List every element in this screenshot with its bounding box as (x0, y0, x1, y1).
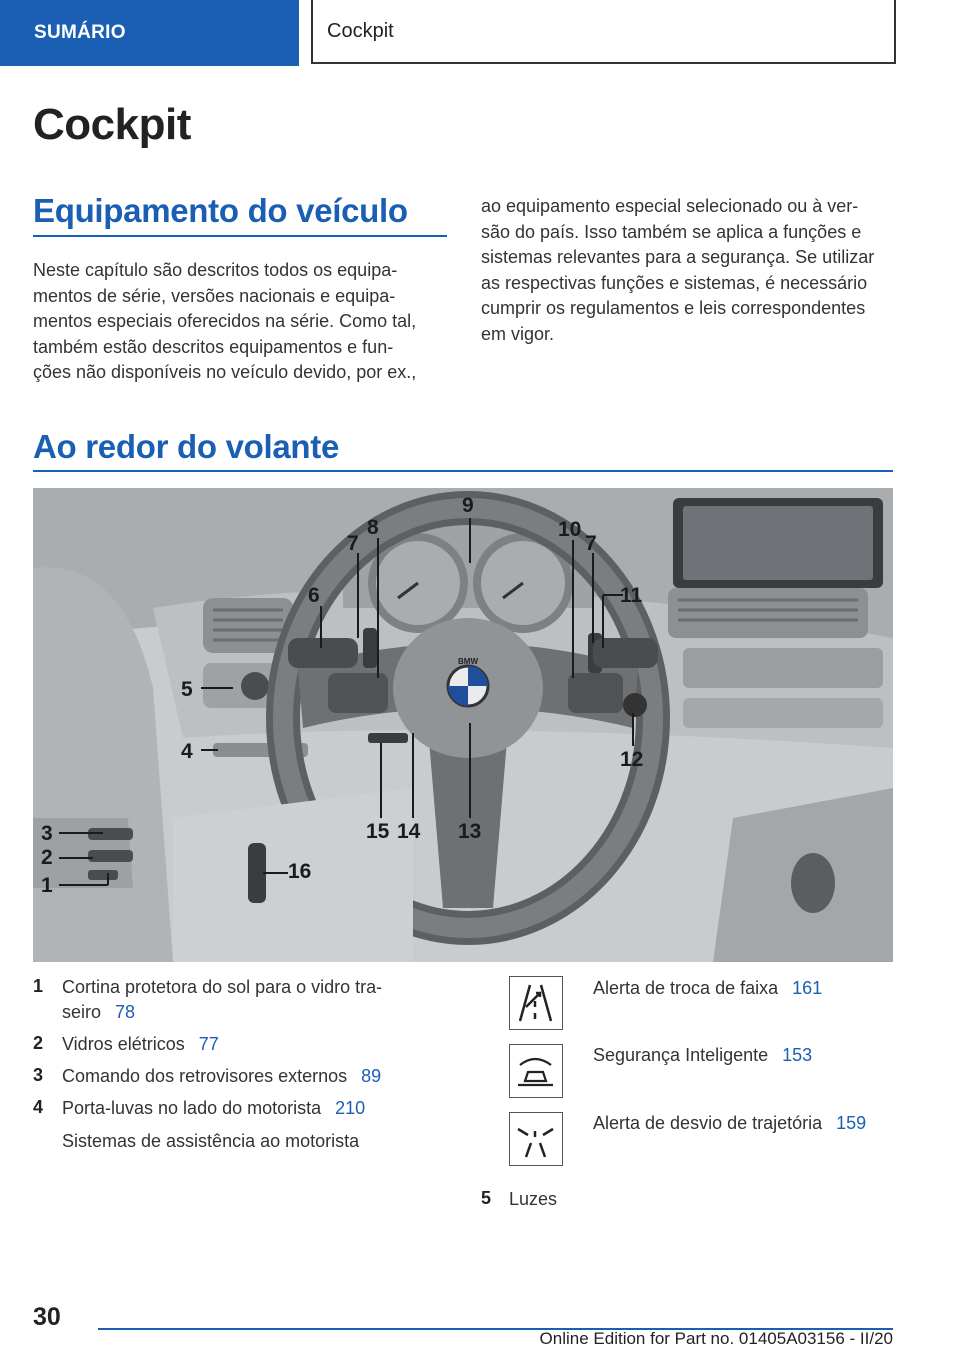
legend-subheading: Sistemas de assistência ao motorista (62, 1131, 360, 1151)
callout-15: 15 (366, 820, 390, 843)
callout-14: 14 (397, 820, 421, 843)
callout-10: 10 (558, 518, 582, 541)
callout-4: 4 (181, 740, 193, 763)
section-rule (33, 235, 447, 237)
legend-number: 5 (481, 1188, 492, 1208)
active-protection-icon (509, 1044, 563, 1098)
lane-departure-warning-icon (509, 1112, 563, 1166)
page-link[interactable]: 153 (782, 1045, 813, 1065)
callout-3: 3 (41, 822, 53, 845)
callout-2: 2 (41, 846, 53, 869)
legend-number: 3 (33, 1065, 44, 1085)
legend-number: 2 (33, 1033, 44, 1053)
callout-12: 12 (620, 748, 644, 771)
page-link[interactable]: 161 (792, 978, 823, 998)
lane-change-warning-icon (509, 976, 563, 1030)
legend-number: 1 (33, 976, 44, 996)
section-heading-steering: Ao redor do volante (33, 428, 339, 465)
bmw-badge-text: BMW (458, 657, 478, 666)
section-rule (33, 470, 893, 472)
page-number: 30 (33, 1303, 61, 1331)
legend-item: Porta-luvas no lado do motorista 210 (62, 1098, 366, 1118)
tab-section-cockpit[interactable]: Cockpit (311, 0, 896, 64)
page-link[interactable]: 89 (361, 1066, 382, 1086)
top-navigation (0, 0, 960, 66)
footer-edition-text: Online Edition for Part no. 01405A03156 - II/20 (539, 1329, 893, 1348)
legend-item: Alerta de desvio de trajetória 159 (593, 1113, 867, 1133)
page-link[interactable]: 78 (115, 1002, 136, 1022)
legend-item: Segurança Inteligente 153 (593, 1045, 813, 1065)
callout-6: 6 (308, 584, 320, 607)
page-link[interactable]: 77 (198, 1034, 219, 1054)
legend-item: Comando dos retrovisores externos 89 (62, 1066, 382, 1086)
cockpit-illustration (33, 488, 893, 962)
legend-item: Vidros elétricos 77 (62, 1034, 219, 1054)
intro-paragraph-col1: Neste capítulo são descritos todos os equipa- mentos de série, versões nacionais e equipa- mentos especiais oferecidos na série. Como tal, também estão descritos equipamentos e fun- ções não disponíveis no veículo devido, por ex., (33, 260, 417, 382)
legend-item: Cortina protetora do sol para o vidro tra- seiro 78 (62, 977, 383, 1022)
callout-9: 9 (462, 494, 474, 517)
page-link[interactable]: 159 (836, 1113, 867, 1133)
legend-item: Luzes (509, 1189, 558, 1209)
callout-1: 1 (41, 874, 53, 897)
callout-5: 5 (181, 678, 193, 701)
section-heading-equipment: Equipamento do veículo (33, 192, 408, 229)
callout-13: 13 (458, 820, 482, 843)
callout-11: 11 (620, 584, 643, 607)
intro-paragraph-col2: ao equipamento especial selecionado ou à ver- são do país. Isso também se aplica a funções e sistemas relevantes para a segurança. Se utilizar as respectivas funções e sistemas, é necessário cumprir os regulamentos e leis correspondentes em vigor. (481, 196, 875, 344)
page-title: Cockpit (33, 100, 191, 149)
callout-7-left: 7 (347, 532, 359, 555)
legend-number: 4 (33, 1097, 44, 1117)
callout-16: 16 (288, 860, 312, 883)
callout-8: 8 (367, 516, 379, 539)
tab-summary[interactable]: SUMÁRIO (0, 0, 299, 66)
page-link[interactable]: 210 (335, 1098, 366, 1118)
legend-item: Alerta de troca de faixa 161 (593, 978, 823, 998)
callout-7-right: 7 (585, 532, 597, 555)
